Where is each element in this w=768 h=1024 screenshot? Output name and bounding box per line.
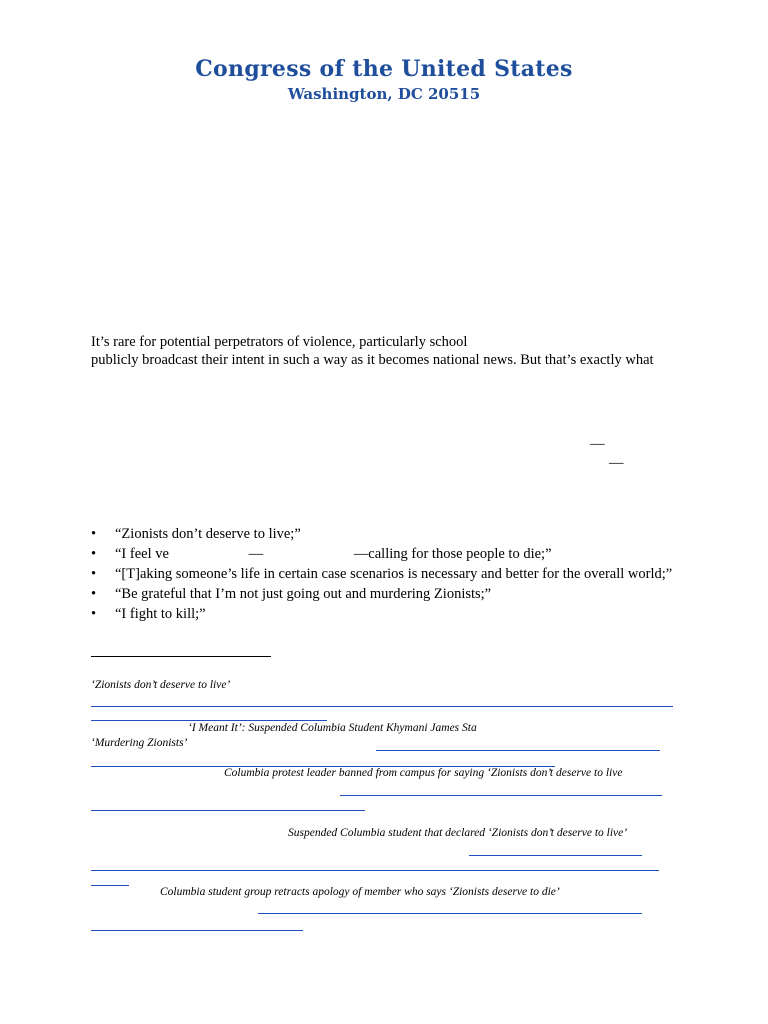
footnote-6-link[interactable] bbox=[258, 913, 642, 914]
footnote-5-link-end[interactable] bbox=[91, 885, 129, 886]
footnote-separator bbox=[91, 656, 271, 657]
letterhead-location: Washington, DC 20515 bbox=[287, 85, 481, 103]
footnote-1-text: ‘Zionists don’t deserve to live’ bbox=[91, 679, 231, 691]
body-line-2: publicly broadcast their intent in such a way as it becomes national news. But that’s exactly what bbox=[91, 352, 654, 368]
footnote-2-link[interactable] bbox=[376, 750, 660, 751]
em-dash-2: — bbox=[609, 455, 624, 471]
letterhead-title: Congress of the United States bbox=[195, 56, 573, 82]
quote-item: • “[T]aking someone’s life in certain case scenarios is necessary and better for the overall world;” bbox=[91, 565, 691, 584]
quote-list bbox=[91, 525, 691, 625]
footnote-1-link-cont[interactable] bbox=[91, 720, 327, 721]
footnote-3-text: ‘Murdering Zionists’ bbox=[91, 737, 188, 749]
footnote-2-text: ‘I Meant It’: Suspended Columbia Student Khymani James Sta bbox=[188, 722, 477, 734]
footnote-5-text: Suspended Columbia student that declared ‘Zionists don’t deserve to live’ bbox=[288, 827, 628, 839]
footnote-4-text: Columbia protest leader banned from campus for saying ‘Zionists don’t deserve to live bbox=[224, 767, 623, 779]
footnote-6-text: Columbia student group retracts apology of member who says ‘Zionists deserve to die’ bbox=[160, 886, 560, 898]
quote-item: • “I fight to kill;” bbox=[91, 605, 691, 624]
quote-item: • “Be grateful that I’m not just going out and murdering Zionists;” bbox=[91, 585, 691, 604]
footnote-4-link-cont[interactable] bbox=[91, 810, 365, 811]
em-dash-1: — bbox=[590, 436, 605, 452]
footnote-5-link-cont[interactable] bbox=[91, 870, 659, 871]
quote-item: • “I feel ve — —calling for those people to die;” bbox=[91, 545, 691, 564]
quote-item: • “Zionists don’t deserve to live;” bbox=[91, 525, 691, 544]
footnote-6-link-cont[interactable] bbox=[91, 930, 303, 931]
body-line-1: It’s rare for potential perpetrators of violence, particularly school bbox=[91, 334, 468, 350]
footnote-4-link[interactable] bbox=[340, 795, 662, 796]
footnote-1-link[interactable] bbox=[91, 706, 673, 707]
footnote-5-link[interactable] bbox=[469, 855, 642, 856]
